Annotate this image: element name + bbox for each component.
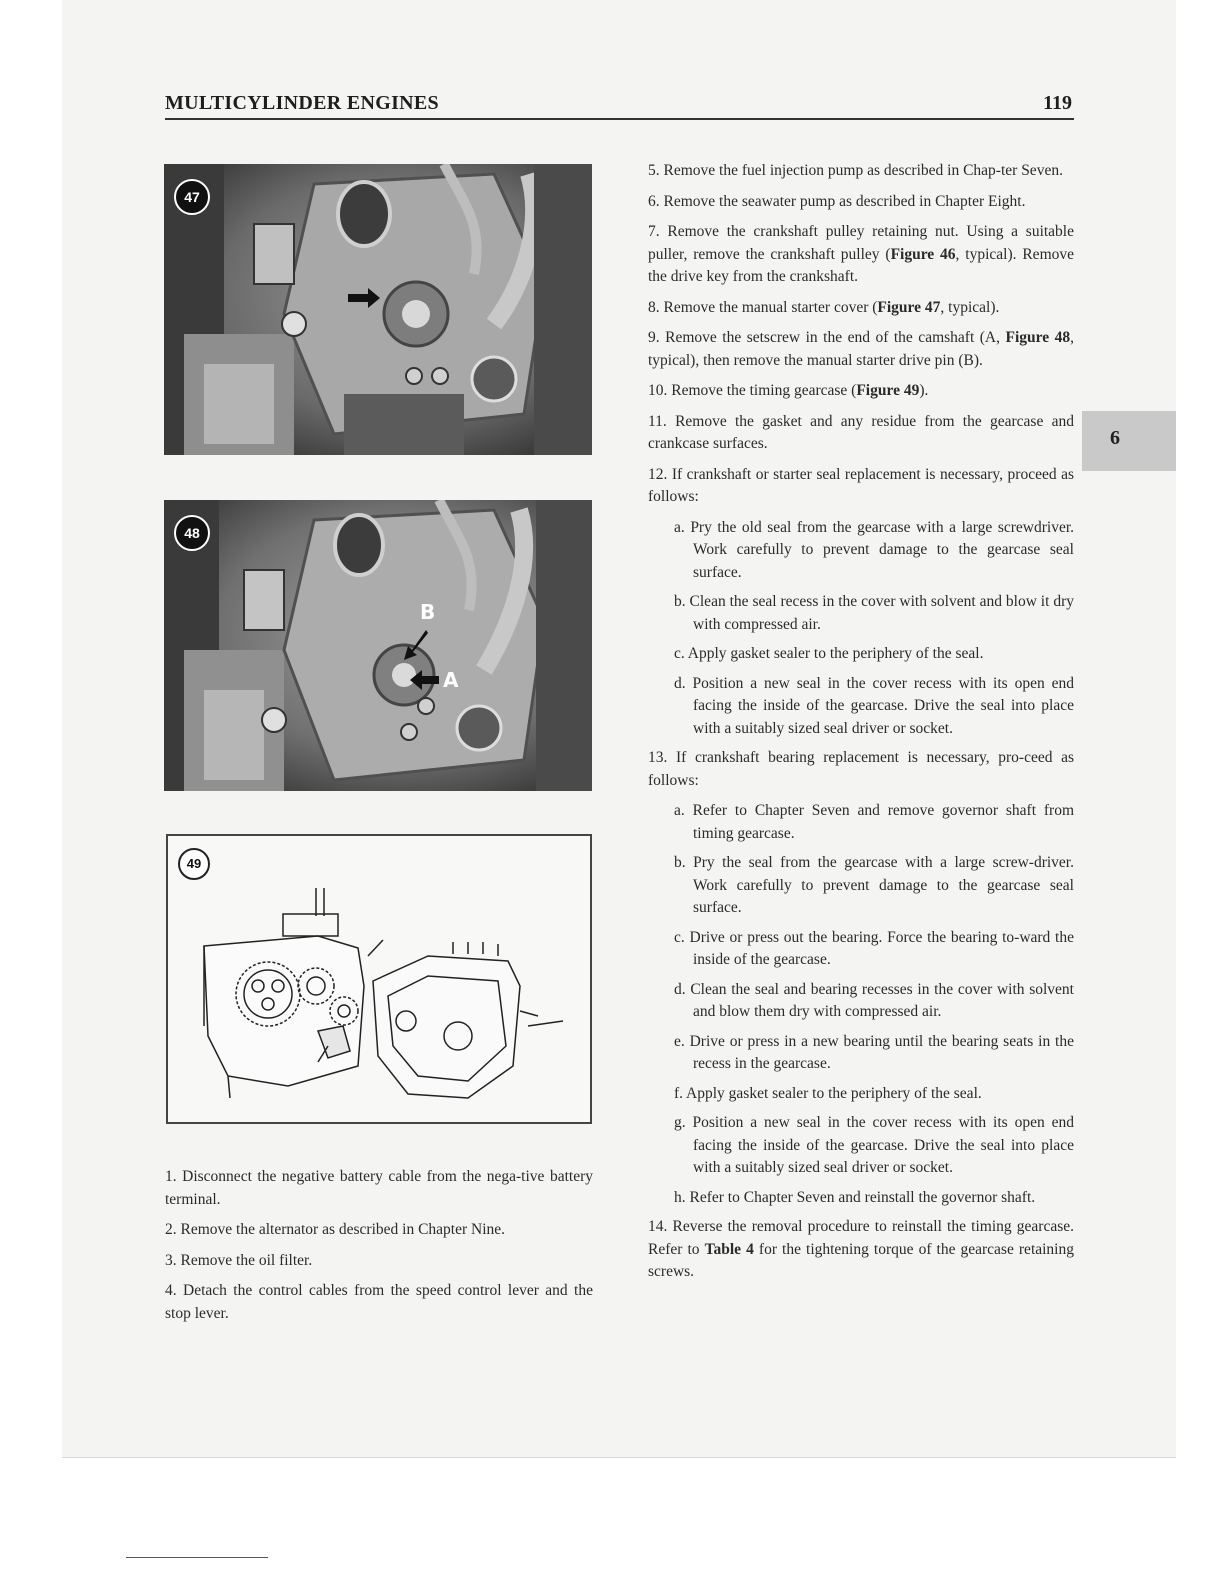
figure-47-photo [164,164,592,455]
step-12-sub-a: a. Pry the old seal from the gearcase with a large screwdriver. Work carefully to prevent damage to the gearcase seal surface. [674,518,1074,581]
step-10: 10. Remove the timing gearcase (Figure 49). [648,382,929,399]
step-13: 13. If crankshaft bearing replacement is necessary, pro-ceed as follows: [648,749,1074,789]
figure-48-photo [164,500,592,791]
step-13-sub-b: b. Pry the seal from the gearcase with a large screw-driver. Work carefully to prevent damage to the gearcase seal surface. [674,854,1074,916]
figure-47-reference: Figure 47 [877,298,941,316]
right-column-steps [648,160,1074,1292]
step-2: 2. Remove the alternator as described in Chapter Nine. [165,1221,506,1238]
step-5: 5. Remove the fuel injection pump as described in Chap-ter Seven. [648,162,1063,179]
running-header [165,88,1074,120]
step-12-sub-d: d. Position a new seal in the cover recess with its open end facing the inside of the gearcase. Drive the seal into place with a suitably sized seal driver or socket. [674,674,1074,737]
figure-49-reference: Figure 49 [856,382,920,399]
step-7: 7. Remove the crankshaft pulley retaining nut. Using a suitable puller, remove the crankshaft pulley (Figure 46, typical). Remove the drive key from the crankshaft. [648,223,1075,285]
step-9: 9. Remove the setscrew in the end of the camshaft (A, Figure 48, typical), then remove the manual starter drive pin (B). [648,329,1075,369]
step-13-sub-d: d. Clean the seal and bearing recesses in the cover with solvent and blow them dry with compressed air. [674,980,1074,1020]
chapter-tab [1082,411,1176,471]
step-13-sub-a: a. Refer to Chapter Seven and remove governor shaft from timing gearcase. [674,802,1074,842]
figure-47-badge: 47 [174,179,210,215]
step-13-sub-e: e. Drive or press in a new bearing until the bearing seats in the recess in the gearcase. [674,1032,1074,1072]
step-12-sub-b: b. Clean the seal recess in the cover with solvent and blow it dry with compressed air. [674,593,1074,633]
step-13-sub-f: f. Apply gasket sealer to the periphery of the seal. [674,1084,982,1102]
figure-48-label-a: A [443,668,459,692]
step-4: 4. Detach the control cables from the speed control lever and the stop lever. [165,1282,593,1322]
figure-49-diagram [166,834,592,1124]
figure-48-badge: 48 [174,515,210,551]
link-underline [126,1557,268,1558]
step-12: 12. If crankshaft or starter seal replacement is necessary, proceed as follows: [648,465,1074,505]
step-11: 11. Remove the gasket and any residue from the gearcase and crankcase surfaces. [648,412,1074,452]
chapter-title: MULTICYLINDER ENGINES [165,92,439,114]
step-6: 6. Remove the seawater pump as described in Chapter Eight. [648,192,1026,210]
page-number: 119 [1043,92,1072,114]
figure-49-badge: 49 [178,848,210,880]
figure-48-label-b: B [420,600,436,624]
step-3: 3. Remove the oil filter. [165,1251,313,1269]
step-1: 1. Disconnect the negative battery cable from the nega-tive battery terminal. [165,1168,593,1208]
step-8: 8. Remove the manual starter cover (Figure 47, typical). [648,298,1000,316]
figure-46-reference: Figure 46 [890,245,956,263]
table-4-reference: Table 4 [704,1240,754,1258]
page-bottom-rule [62,1457,1176,1458]
step-13-sub-h: h. Refer to Chapter Seven and reinstall the governor shaft. [674,1188,1036,1206]
step-13-sub-c: c. Drive or press out the bearing. Force the bearing to-ward the inside of the gearcase. [674,928,1074,968]
step-14: 14. Reverse the removal procedure to reinstall the timing gearcase. Refer to Table 4 for the tightening torque of the gearcase retaining screws. [648,1218,1074,1280]
step-12-sub-c: c. Apply gasket sealer to the periphery of the seal. [674,645,984,662]
chapter-tab-label: 6 [1110,427,1120,449]
left-column-steps [165,1166,593,1333]
figure-48-reference: Figure 48 [1005,329,1071,346]
step-13-sub-g: g. Position a new seal in the cover recess with its open end facing the inside of the gearcase. Drive the seal into place with a suitably sized seal driver or socket. [674,1114,1074,1176]
